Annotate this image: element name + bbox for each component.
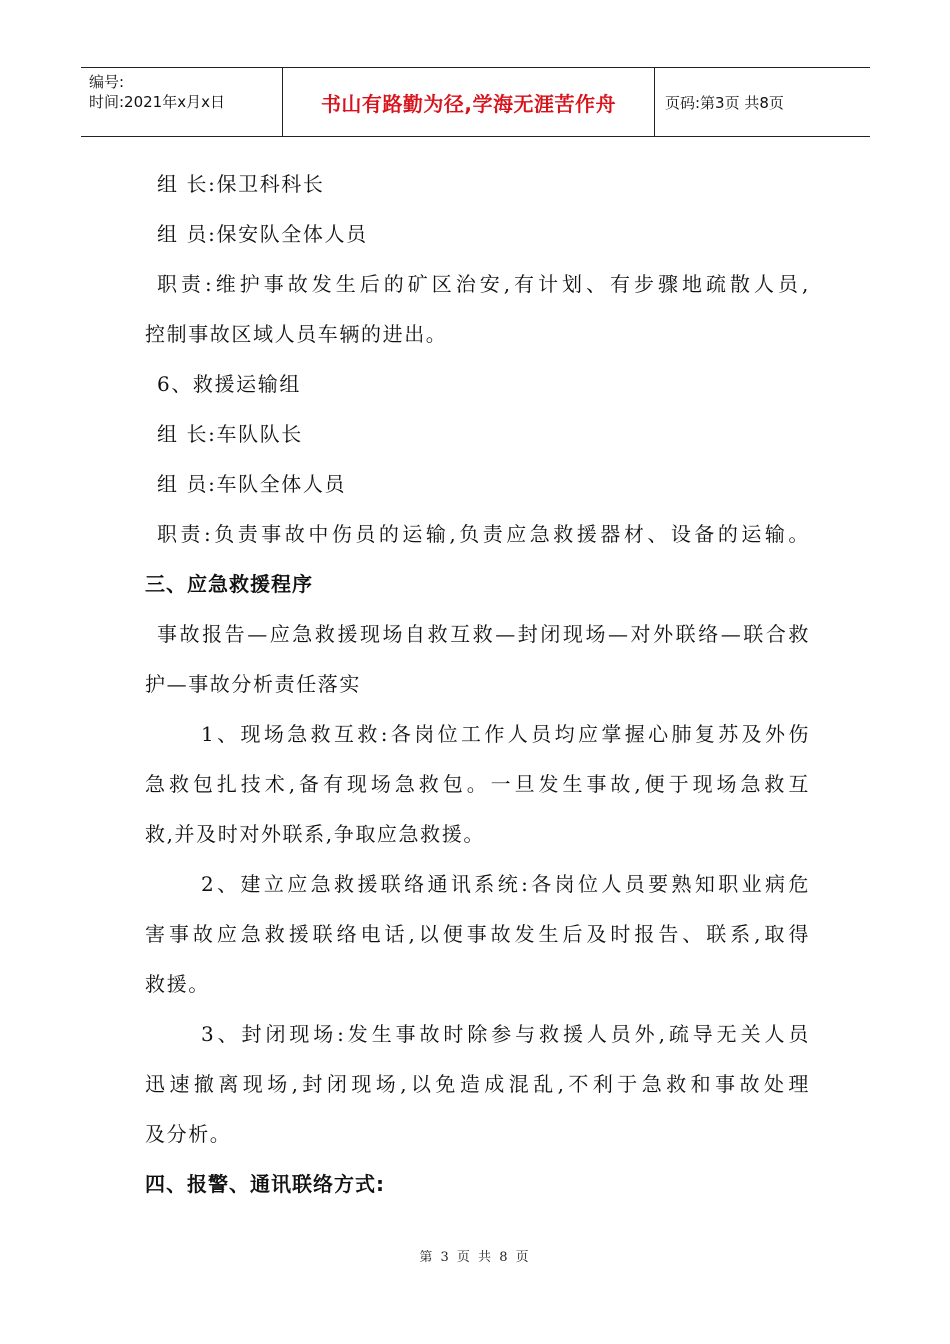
page-header: [81, 67, 870, 137]
document-date: 时间:2021年x月x日: [89, 93, 225, 111]
header-meta: [81, 68, 283, 136]
text-line-group-leader-security: 组 长:保卫科科长: [157, 172, 325, 196]
page-footer: 第 3 页 共 8 页: [419, 1250, 531, 1265]
text-line-group-leader-transport: 组 长:车队队长: [157, 422, 303, 446]
text-line-first-aid-3: 救,并及时对外联系,争取应急救援。: [145, 822, 485, 846]
text-line-duty-security-2: 控制事故区域人员车辆的进出。: [145, 322, 448, 346]
text-line-group-members-transport: 组 员:车队全体人员: [157, 472, 347, 496]
text-line-group-members-security: 组 员:保安队全体人员: [157, 222, 368, 246]
text-line-seal-site-1: 3、封闭现场:发生事故时除参与救援人员外,疏导无关人员: [201, 1022, 810, 1046]
header-motto-cell: [283, 68, 655, 136]
text-line-first-aid-1: 1、现场急救互救:各岗位工作人员均应掌握心肺复苏及外伤: [201, 722, 810, 746]
text-line-procedure-2: 护—事故分析责任落实: [145, 672, 361, 696]
text-line-communication-3: 救援。: [145, 972, 210, 996]
document-number-label: 编号:: [89, 73, 125, 91]
text-line-procedure-1: 事故报告—应急救援现场自救互救—封闭现场—对外联络—联合救: [157, 622, 810, 646]
text-line-first-aid-2: 急救包扎技术,备有现场急救包。一旦发生事故,便于现场急救互: [145, 772, 810, 796]
section-heading-emergency-procedure: 三、应急救援程序: [145, 572, 313, 596]
text-line-duty-security-1: 职责:维护事故发生后的矿区治安,有计划、有步骤地疏散人员,: [157, 272, 810, 296]
text-line-duty-transport: 职责:负责事故中伤员的运输,负责应急救援器材、设备的运输。: [157, 522, 810, 546]
text-line-seal-site-2: 迅速撤离现场,封闭现场,以免造成混乱,不利于急救和事故处理: [145, 1072, 810, 1096]
header-motto: 书山有路勤为径,学海无涯苦作舟: [320, 91, 617, 116]
text-line-communication-1: 2、建立应急救援联络通讯系统:各岗位人员要熟知职业病危: [201, 872, 810, 896]
section-heading-rescue-transport: 6、救援运输组: [157, 372, 301, 396]
text-line-seal-site-3: 及分析。: [145, 1122, 232, 1146]
section-heading-alarm-contact: 四、报警、通讯联络方式:: [145, 1172, 385, 1196]
text-line-communication-2: 害事故应急救援联络电话,以便事故发生后及时报告、联系,取得: [145, 922, 810, 946]
header-page-info: 页码:第3页 共8页: [665, 93, 784, 112]
